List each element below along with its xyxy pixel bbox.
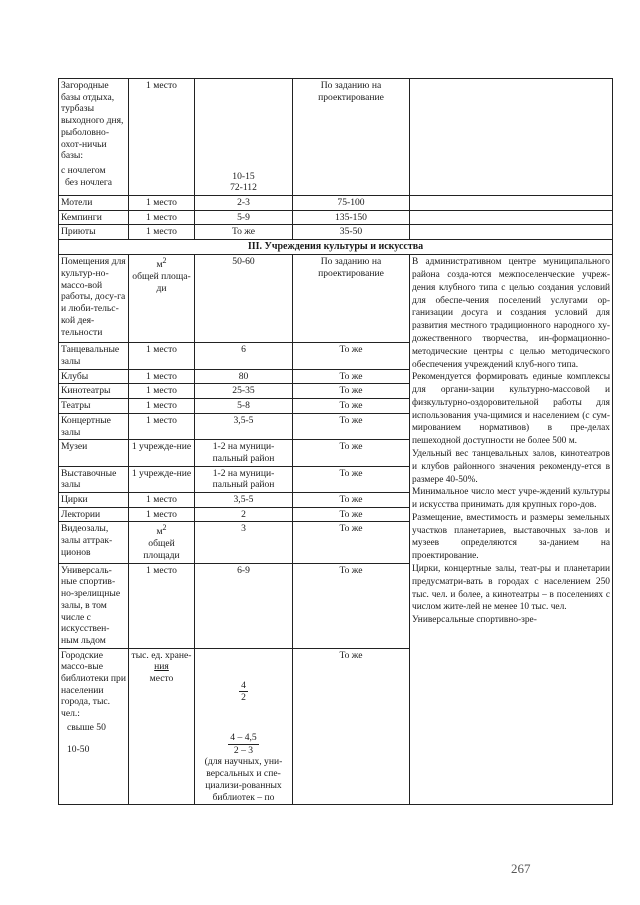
unit-cell: 1 место bbox=[129, 493, 195, 508]
table-row bbox=[59, 210, 613, 225]
fraction bbox=[239, 680, 248, 704]
size-cell: То же bbox=[293, 399, 410, 414]
cell-text: м bbox=[156, 526, 163, 538]
value-cell bbox=[195, 79, 293, 196]
facility-name: Выставочные залы bbox=[59, 466, 129, 492]
value-cell: 3 bbox=[195, 522, 293, 563]
unit-cell bbox=[129, 255, 195, 343]
unit-cell: 1 место bbox=[129, 343, 195, 369]
facility-name: Помещения для культур-но-массо-вой работы, досу-га и люби-тельс-кой дея-тельности bbox=[59, 255, 129, 343]
value-cell: 2 bbox=[195, 507, 293, 522]
value-cell: 5-8 bbox=[195, 399, 293, 414]
cell-text: 4 – 4,5 bbox=[230, 732, 257, 744]
cell-text: 10-50 bbox=[67, 743, 90, 755]
facility-name: Театры bbox=[59, 399, 129, 414]
fraction bbox=[228, 732, 258, 756]
size-cell: То же bbox=[293, 413, 410, 439]
facility-name: Лектории bbox=[59, 507, 129, 522]
table-row bbox=[59, 79, 613, 196]
fraction-10-50 bbox=[197, 732, 290, 756]
facility-name: Мотели bbox=[59, 196, 129, 211]
table-row bbox=[59, 255, 613, 343]
unit-cell: 1 место bbox=[129, 384, 195, 399]
value-cell bbox=[195, 648, 293, 805]
facility-name: Музеи bbox=[59, 440, 129, 466]
facility-name: Танцевальные залы bbox=[59, 343, 129, 369]
unit-cell: 1 место bbox=[129, 399, 195, 414]
unit-cell: 1 место bbox=[129, 413, 195, 439]
value-cell: 25-35 bbox=[195, 384, 293, 399]
facility-name: Клубы bbox=[59, 369, 129, 384]
section-title: III. Учреждения культуры и искусства bbox=[59, 240, 613, 255]
cell-text: (для научных, уни-версальных и спе-циализи-рованных библиотек – по bbox=[204, 756, 283, 803]
cell-text: 2 – 3 bbox=[233, 744, 254, 756]
size-cell: То же bbox=[293, 507, 410, 522]
note-paragraph: Рекомендуется формировать единые комплексы для органи-зации культурно-массовой и физкультурно-оздоровительной работы для использования уча-щимися и населением (с сум-мированием нормативов) в пре-делах пешеходной доступности не более 500 м. bbox=[412, 372, 610, 447]
unit-cell bbox=[129, 522, 195, 563]
table-row bbox=[59, 196, 613, 211]
cell-text: свыше 50 bbox=[67, 721, 106, 733]
notes-cell bbox=[410, 225, 613, 240]
size-cell: То же bbox=[293, 369, 410, 384]
notes-cell bbox=[410, 210, 613, 225]
size-cell: То же bbox=[293, 384, 410, 399]
unit-cell: 1 учрежде-ние bbox=[129, 466, 195, 492]
size-cell: 35-50 bbox=[293, 225, 410, 240]
facility-name bbox=[59, 648, 129, 805]
notes-cell bbox=[410, 79, 613, 196]
unit-cell bbox=[129, 648, 195, 805]
size-cell bbox=[293, 79, 410, 196]
cell-text: 2 bbox=[162, 256, 167, 266]
value-cell: 1-2 на муници-пальный район bbox=[195, 466, 293, 492]
cell-text: место bbox=[149, 673, 174, 685]
value-cell: 80 bbox=[195, 369, 293, 384]
size-cell: То же bbox=[293, 440, 410, 466]
facility-name: Цирки bbox=[59, 493, 129, 508]
facility-name: Кемпинги bbox=[59, 210, 129, 225]
value-cell: 2-3 bbox=[195, 196, 293, 211]
unit-cell: 1 место bbox=[129, 507, 195, 522]
fraction-over50 bbox=[197, 680, 290, 704]
cell-text: с ночлегом bbox=[61, 164, 106, 176]
size-cell: То же bbox=[293, 563, 410, 648]
note-paragraph: Универсальные спортивно-зре- bbox=[412, 615, 537, 626]
value-cell: 50-60 bbox=[195, 255, 293, 343]
facility-name: Концертные залы bbox=[59, 413, 129, 439]
facility-name bbox=[59, 79, 129, 196]
cell-text: 2 bbox=[162, 523, 167, 533]
value-cell: 1-2 на муници-пальный район bbox=[195, 440, 293, 466]
value-cell: 3,5-5 bbox=[195, 413, 293, 439]
value-cell: 5-9 bbox=[195, 210, 293, 225]
unit-cell: 1 учрежде-ние bbox=[129, 440, 195, 466]
facility-name: Видеозалы, залы аттрак-ционов bbox=[59, 522, 129, 563]
notes-cell bbox=[410, 196, 613, 211]
size-cell: То же bbox=[293, 522, 410, 563]
cell-text: ния bbox=[154, 661, 169, 673]
norms-table bbox=[58, 78, 613, 805]
cell-text: без ночлега bbox=[65, 176, 113, 188]
note-paragraph: В административном центре муниципального района созда-ются межпоселенческие учреж-дения клубного типа с целью создания условий для обеспе-чения поселений услугами ор-ганизации досуга и создания условий для развития местного традиционного народного ху-дожественного творчества, ин-формационно-методические центры с целью методического обеспечения учреждений клуб-ного типа. bbox=[412, 257, 610, 370]
cell-text: По заданию на проектирование bbox=[318, 80, 384, 103]
section-row bbox=[59, 240, 613, 255]
cell-text: общей площа-ди bbox=[132, 271, 191, 294]
size-cell: По заданию на проектирование bbox=[293, 255, 410, 343]
size-cell: То же bbox=[293, 493, 410, 508]
facility-name: Универсаль-ные спортив-но-зрелищные залы, в том числе с искусствен-ным льдом bbox=[59, 563, 129, 648]
size-cell: 135-150 bbox=[293, 210, 410, 225]
unit-cell: 1 место bbox=[129, 225, 195, 240]
notes-column bbox=[410, 255, 613, 805]
note-paragraph: Минимальное число мест учре-ждений культуры и искусства принимать для крупных горо-дов. bbox=[412, 487, 610, 511]
cell-text: 1 место bbox=[146, 80, 177, 91]
cell-text: 72-112 bbox=[230, 182, 257, 194]
cell-text: Загородные базы отдыха, турбазы выходного дня, рыболовно-охот-ничьи базы: bbox=[61, 80, 124, 162]
cell-text: тыс. ед. хране- bbox=[131, 649, 192, 661]
cell-text: 2 bbox=[241, 692, 246, 704]
unit-cell: 1 место bbox=[129, 369, 195, 384]
unit-cell: 1 место bbox=[129, 196, 195, 211]
cell-text: Городские массо-вые библиотеки при населении города, тыс. чел.: bbox=[61, 649, 126, 720]
cell-text: м bbox=[156, 259, 163, 271]
size-cell: 75-100 bbox=[293, 196, 410, 211]
cell-text: 4 bbox=[241, 679, 246, 691]
size-cell: То же bbox=[293, 343, 410, 369]
unit-cell: 1 место bbox=[129, 563, 195, 648]
facility-name: Кинотеатры bbox=[59, 384, 129, 399]
value-cell: То же bbox=[195, 225, 293, 240]
value-cell: 6-9 bbox=[195, 563, 293, 648]
note-paragraph: Размещение, вместимость и размеры земельных участков планетариев, выставочных за-лов и музеев определяются за-данием на проектирование. bbox=[412, 512, 610, 562]
page-number: 267 bbox=[511, 861, 531, 876]
note-paragraph: Удельный вес танцевальных залов, кинотеатров и клубов районного значения рекоменду-ется в размере 40-50%. bbox=[412, 449, 610, 485]
size-cell: То же bbox=[293, 648, 410, 805]
table-row bbox=[59, 225, 613, 240]
note-paragraph: Цирки, концертные залы, теат-ры и планетарии предусматри-вать в городах с населением 250 тыс. чел. и более, а кинотеатры – в поселениях с числом жите-лей не менее 10 тыс. чел. bbox=[412, 564, 610, 613]
value-cell: 6 bbox=[195, 343, 293, 369]
unit-cell: 1 место bbox=[129, 210, 195, 225]
facility-name: Приюты bbox=[59, 225, 129, 240]
unit-cell bbox=[129, 79, 195, 196]
size-cell: То же bbox=[293, 466, 410, 492]
cell-text: 10-15 bbox=[232, 170, 255, 182]
value-cell: 3,5-5 bbox=[195, 493, 293, 508]
cell-text: общей площади bbox=[143, 538, 180, 562]
